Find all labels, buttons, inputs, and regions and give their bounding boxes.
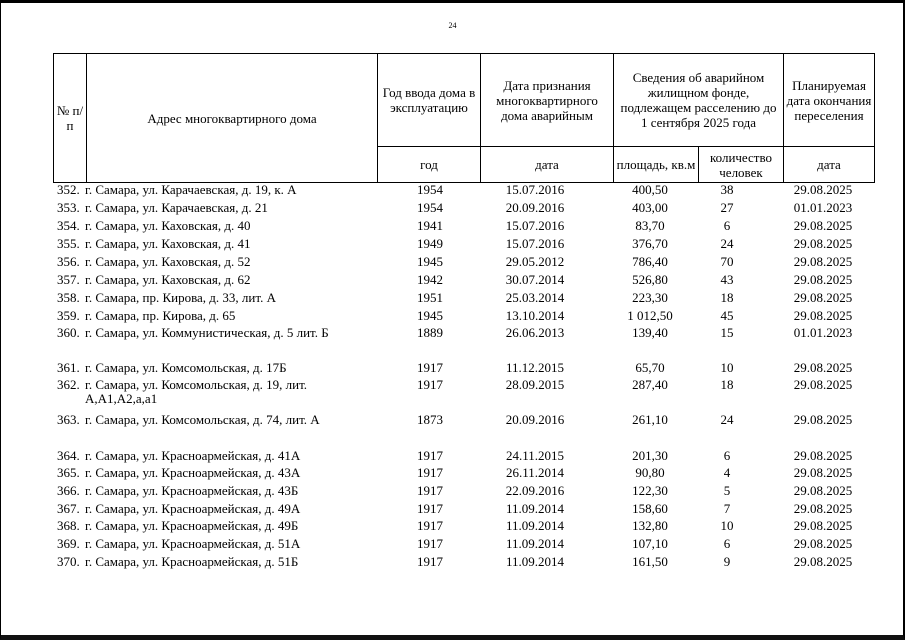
cell-area: 223,30 [632,290,668,305]
cell-num: 352. [57,182,80,197]
table-row [55,183,855,199]
cell-plan: 01.01.2023 [793,325,853,340]
table-row [55,273,855,289]
table-row [55,201,855,217]
cell-address: г. Самара, ул. Красноармейская, д. 51А [85,536,301,551]
cell-year: 1954 [417,182,443,197]
cell-address: г. Самара, пр. Кирова, д. 33, лит. А [85,290,276,305]
cell-address: г. Самара, ул. Красноармейская, д. 49Б [85,518,299,533]
cell-area: 400,50 [632,182,668,197]
cell-date: 29.05.2012 [505,254,565,269]
cell-address: г. Самара, ул. Каховская, д. 62 [85,272,251,287]
table-row [55,449,855,465]
cell-address: г. Самара, ул. Комсомольская, д. 74, лит. А [85,412,320,427]
cell-plan: 29.08.2025 [793,412,853,427]
header-sub-year: год [378,147,481,183]
table-row [55,537,855,553]
cell-year: 1917 [417,448,443,463]
cell-num: 356. [57,254,80,269]
cell-year: 1917 [417,501,443,516]
cell-area: 526,80 [632,272,668,287]
cell-year: 1917 [417,483,443,498]
cell-date: 11.09.2014 [505,518,565,533]
cell-address: г. Самара, ул. Красноармейская, д. 51Б [85,554,299,569]
cell-address: г. Самара, ул. Карачаевская, д. 21 [85,200,268,215]
cell-date: 26.06.2013 [505,325,565,340]
cell-plan: 29.08.2025 [793,518,853,533]
header-recognition-date: Дата признания многоквартирного дома аварийным [481,54,614,147]
header-fund-info: Сведения об аварийном жилищном фонде, подлежащем расселению до 1 сентября 2025 года [614,54,784,147]
cell-area: 90,80 [635,465,665,480]
cell-date: 11.09.2014 [505,554,565,569]
cell-area: 287,40 [632,377,668,392]
cell-people: 10 [720,360,734,375]
cell-people: 5 [723,483,731,498]
cell-year: 1942 [417,272,443,287]
table-row [55,413,855,429]
cell-date: 20.09.2016 [505,412,565,427]
header-year: Год ввода дома в эксплуатацию [378,54,481,147]
cell-date: 15.07.2016 [505,218,565,233]
cell-year: 1917 [417,360,443,375]
cell-area: 403,00 [632,200,668,215]
table-row [55,219,855,235]
cell-people: 18 [720,377,734,392]
table-row [55,237,855,253]
cell-year: 1954 [417,200,443,215]
table-row [55,519,855,535]
cell-area: 122,30 [632,483,668,498]
cell-plan: 29.08.2025 [793,308,853,323]
cell-num: 361. [57,360,80,375]
cell-plan: 29.08.2025 [793,290,853,305]
cell-area: 132,80 [632,518,668,533]
table-row [55,484,855,500]
table-row [55,291,855,307]
page-number: 24 [448,21,457,30]
cell-date: 11.09.2014 [505,501,565,516]
cell-address: г. Самара, ул. Красноармейская, д. 49А [85,501,301,516]
cell-num: 358. [57,290,80,305]
cell-people: 7 [723,501,731,516]
cell-people: 27 [720,200,734,215]
cell-num: 357. [57,272,80,287]
table-row [55,555,855,571]
cell-year: 1945 [417,254,443,269]
cell-plan: 29.08.2025 [793,536,853,551]
cell-address: г. Самара, пр. Кирова, д. 65 [85,308,236,323]
cell-year: 1949 [417,236,443,251]
cell-plan: 29.08.2025 [793,501,853,516]
header-sub-date: дата [481,147,614,183]
cell-area: 139,40 [632,325,668,340]
cell-year: 1917 [417,518,443,533]
header-address: Адрес многоквартирного дома [87,54,378,183]
cell-year: 1951 [417,290,443,305]
cell-people: 18 [720,290,734,305]
cell-date: 24.11.2015 [505,448,565,463]
cell-year: 1889 [417,325,443,340]
cell-address2: А,А1,А2,а,а1 [85,391,158,406]
cell-date: 11.09.2014 [505,536,565,551]
table-row [55,255,855,271]
cell-address: г. Самара, ул. Комсомольская, д. 17Б [85,360,287,375]
cell-plan: 29.08.2025 [793,377,853,392]
cell-people: 15 [720,325,734,340]
cell-year: 1917 [417,554,443,569]
cell-area: 261,10 [632,412,668,427]
cell-plan: 29.08.2025 [793,360,853,375]
cell-address: г. Самара, ул. Каховская, д. 40 [85,218,251,233]
table-header [53,53,875,183]
cell-num: 353. [57,200,80,215]
cell-area: 786,40 [632,254,668,269]
cell-year: 1873 [417,412,443,427]
cell-date: 15.07.2016 [505,182,565,197]
cell-num: 368. [57,518,80,533]
cell-num: 359. [57,308,80,323]
cell-year: 1917 [417,465,443,480]
cell-people: 38 [720,182,734,197]
cell-date: 15.07.2016 [505,236,565,251]
cell-num: 369. [57,536,80,551]
cell-num: 366. [57,483,80,498]
cell-num: 364. [57,448,80,463]
header-num: № п/п [54,54,87,183]
cell-people: 24 [720,412,734,427]
cell-people: 4 [723,465,731,480]
cell-date: 22.09.2016 [505,483,565,498]
cell-address: г. Самара, ул. Каховская, д. 41 [85,236,251,251]
header-sub-area: площадь, кв.м [614,147,699,183]
cell-date: 26.11.2014 [505,465,565,480]
cell-year: 1917 [417,536,443,551]
cell-year: 1945 [417,308,443,323]
cell-people: 70 [720,254,734,269]
table-row [55,466,855,482]
header-sub-people: количество человек [699,147,784,183]
cell-area: 65,70 [635,360,665,375]
cell-area: 158,60 [632,501,668,516]
cell-people: 6 [723,218,731,233]
cell-plan: 29.08.2025 [793,182,853,197]
cell-date: 13.10.2014 [505,308,565,323]
cell-people: 6 [723,448,731,463]
cell-address: г. Самара, ул. Комсомольская, д. 19, лит. [85,377,308,392]
cell-people: 45 [720,308,734,323]
cell-plan: 29.08.2025 [793,554,853,569]
cell-date: 25.03.2014 [505,290,565,305]
cell-area: 107,10 [632,536,668,551]
cell-plan: 29.08.2025 [793,272,853,287]
cell-area: 376,70 [632,236,668,251]
cell-address: г. Самара, ул. Коммунистическая, д. 5 лит. Б [85,325,329,340]
table-row [55,326,855,342]
table-row [55,502,855,518]
cell-plan: 29.08.2025 [793,465,853,480]
table-row [55,377,855,406]
cell-people: 10 [720,518,734,533]
cell-num: 370. [57,554,80,569]
cell-plan: 29.08.2025 [793,483,853,498]
cell-year: 1941 [417,218,443,233]
cell-num: 360. [57,325,80,340]
cell-address: г. Самара, ул. Красноармейская, д. 41А [85,448,301,463]
cell-people: 6 [723,536,731,551]
cell-num: 363. [57,412,80,427]
table-row [55,309,855,325]
cell-address: г. Самара, ул. Каховская, д. 52 [85,254,251,269]
cell-plan: 01.01.2023 [793,200,853,215]
cell-plan: 29.08.2025 [793,448,853,463]
cell-area: 201,30 [632,448,668,463]
cell-date: 20.09.2016 [505,200,565,215]
cell-people: 43 [720,272,734,287]
cell-area: 1 012,50 [627,308,673,323]
cell-year: 1917 [417,377,443,392]
cell-plan: 29.08.2025 [793,236,853,251]
table-row [55,361,855,377]
cell-num: 355. [57,236,80,251]
cell-plan: 29.08.2025 [793,218,853,233]
header-planned-date: Планируемая дата окончания переселения [784,54,875,147]
header-sub-plan: дата [784,147,875,183]
cell-num: 365. [57,465,80,480]
cell-address: г. Самара, ул. Красноармейская, д. 43А [85,465,301,480]
cell-area: 83,70 [635,218,665,233]
cell-plan: 29.08.2025 [793,254,853,269]
cell-num: 367. [57,501,80,516]
cell-date: 28.09.2015 [505,377,565,392]
cell-num: 362. [57,377,80,392]
cell-date: 11.12.2015 [505,360,565,375]
cell-people: 24 [720,236,734,251]
cell-num: 354. [57,218,80,233]
cell-date: 30.07.2014 [505,272,565,287]
cell-address: г. Самара, ул. Красноармейская, д. 43Б [85,483,299,498]
cell-people: 9 [723,554,731,569]
cell-area: 161,50 [632,554,668,569]
cell-address: г. Самара, ул. Карачаевская, д. 19, к. А [85,182,297,197]
